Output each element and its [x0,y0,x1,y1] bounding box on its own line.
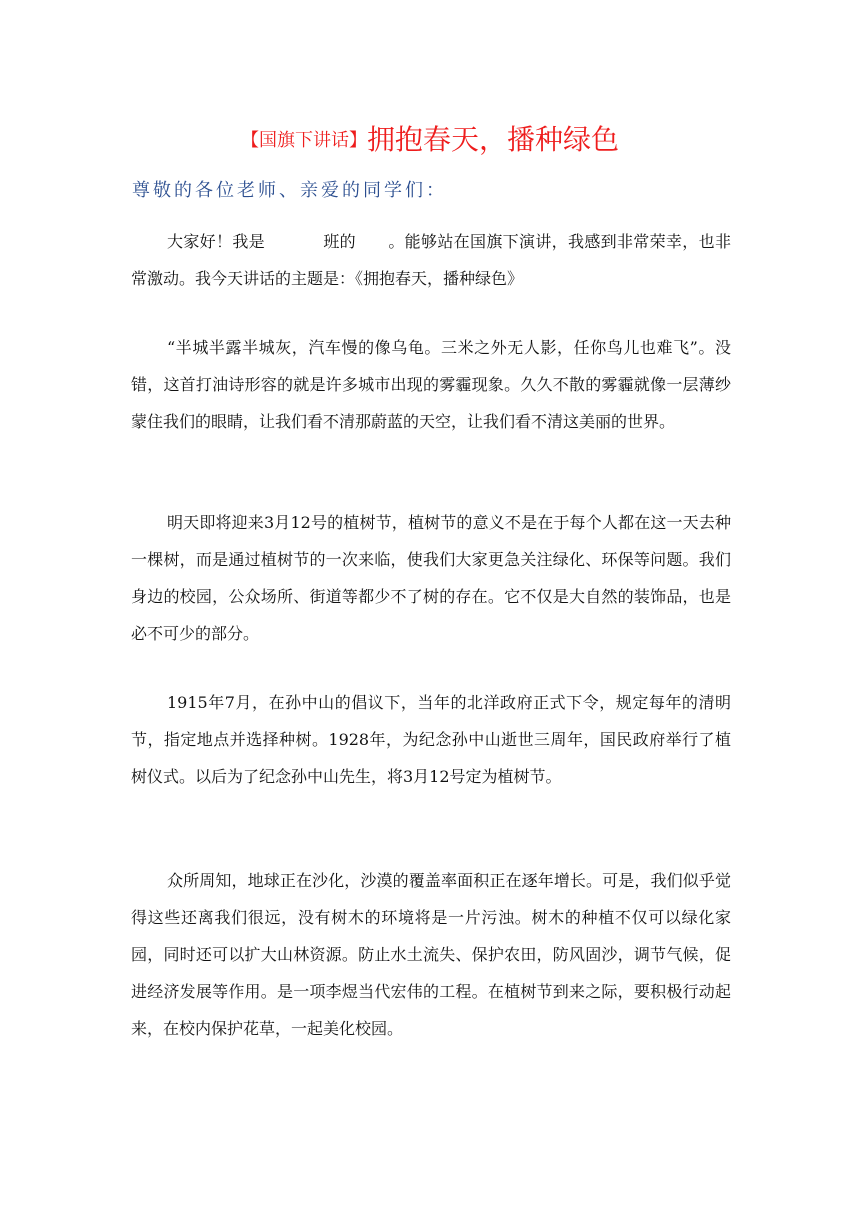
paragraph-history: 1915年7月，在孙中山的倡议下，当年的北洋政府正式下令，规定每年的清明节，指定地点并选择种树。1928年，为纪念孙中山逝世三周年，国民政府举行了植树仪式。以后为了纪念孙中山先生，将3月12号定为植树节。 [131,693,731,786]
intro-part-2: 班的 [323,232,356,251]
intro-part-1: 大家好！我是 [167,232,265,251]
paragraph-desertification: 众所周知，地球正在沙化，沙漠的覆盖率面积正在逐年增长。可是，我们似乎觉得这些还离我们很远，没有树木的环境将是一片污浊。树木的种植不仅可以绿化家园，同时还可以扩大山林资源。防止水土流失、保护农田，防风固沙，调节气候，促进经济发展等作用。是一项李煜当代宏伟的工程。在植树节到来之际，要积极行动起来，在校内保护花草，一起美化校园。 [131,871,731,1038]
paragraph-arbor-day: 明天即将迎来3月12号的植树节，植树节的意义不是在于每个人都在这一天去种一棵树，而是通过植树节的一次来临，使我们大家更急关注绿化、环保等问题。我们身边的校园，公众场所、街道等都少不了树的存在。它不仅是大自然的装饰品，也是必不可少的部分。 [131,513,731,643]
title-prefix: 【国旗下讲话】 [240,130,367,151]
document-title [0,118,860,158]
paragraph-smog: “半城半露半城灰，汽车慢的像乌龟。三米之外无人影，任你鸟儿也难飞”。没错，这首打油诗形容的就是许多城市出现的雾霾现象。久久不散的雾霾就像一层薄纱蒙住我们的眼睛，让我们看不清那蔚蓝的天空，让我们看不清这美丽的世界。 [131,338,731,431]
greeting: 尊敬的各位老师、亲爱的同学们： [132,180,447,201]
paragraph-intro [131,223,731,297]
title-main: 拥抱春天，播种绿色 [366,123,619,156]
intro-part-3: 。能够站在国旗下演讲，我感到非常荣幸，也非常激动。我今天讲话的主题是：《拥抱春天，播种绿色》 [131,232,731,288]
